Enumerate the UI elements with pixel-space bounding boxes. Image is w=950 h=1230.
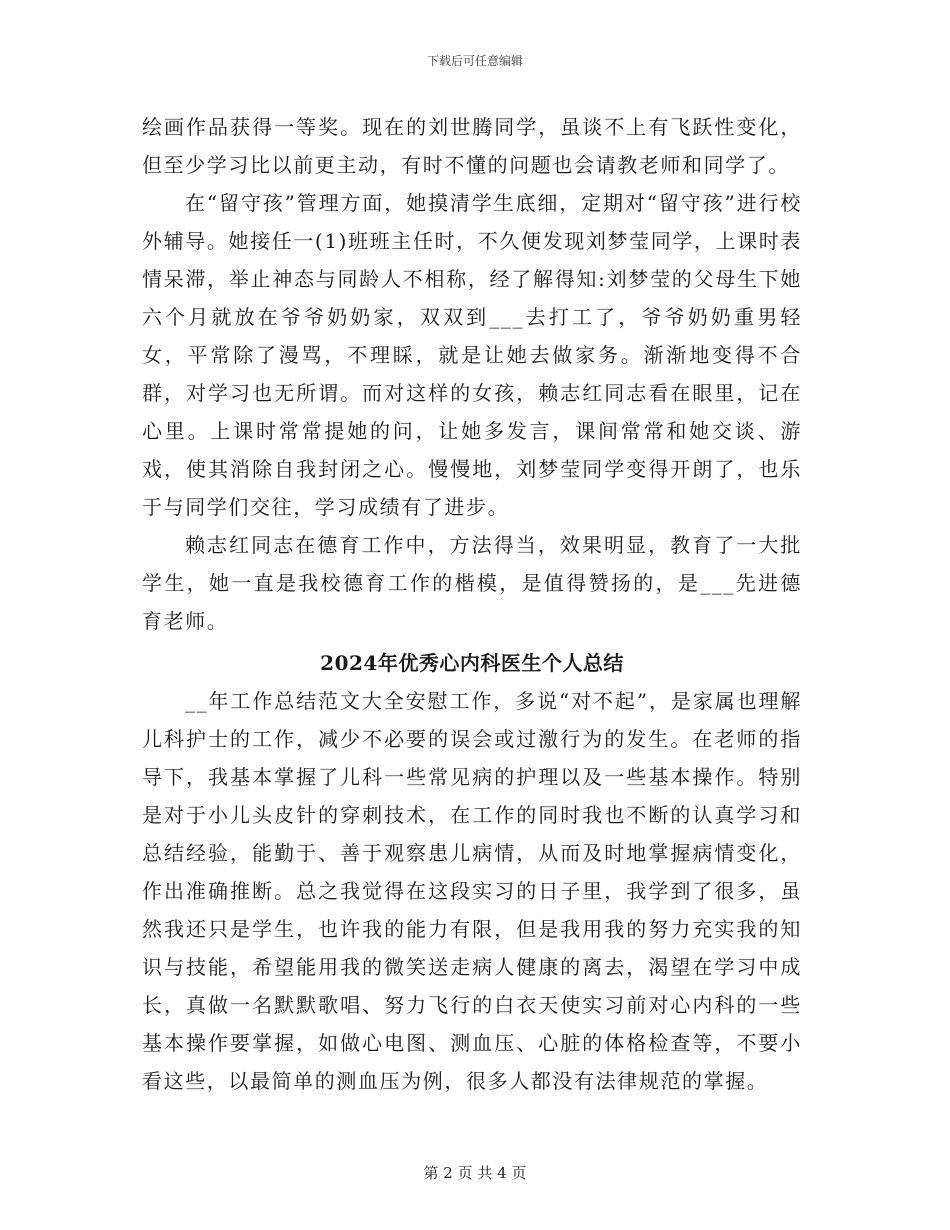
- paragraph-continuation: 绘画作品获得一等奖。现在的刘世腾同学，虽谈不上有飞跃性变化，但至少学习比以前更主动，有时不懂的问题也会请教老师和同学了。: [142, 115, 802, 177]
- paragraph-left-behind-children: 在“留守孩”管理方面，她摸清学生底细，定期对“留守孩”进行校外辅导。她接任一(1)班班主任时，不久便发现刘梦莹同学，上课时表情呆滞，举止神态与同龄人不相称，经了解得知:刘梦莹的父母生下她六个月就放在爷爷奶奶家，双双到___去打工了，爷爷奶奶重男轻女，平常除了漫骂，不理睬，就是让她去做家务。渐渐地变得不合群，对学习也无所谓。而对这样的女孩，赖志红同志看在眼里，记在心里。上课时常常提她的问，让她多发言，课间常常和她交谈、游戏，使其消除自我封闭之心。慢慢地，刘梦莹同学变得开朗了，也乐于与同学们交往，学习成绩有了进步。: [142, 191, 802, 519]
- page-footer: 第 2 页 共 4 页: [423, 1164, 527, 1182]
- section-title: 2024年优秀心内科医生个人总结: [320, 651, 624, 675]
- document-body: [142, 108, 802, 1100]
- paragraph-conclusion: 赖志红同志在德育工作中，方法得当，效果明显，教育了一大批学生，她一直是我校德育工作的楷模，是值得赞扬的，是___先进德育老师。: [142, 533, 802, 633]
- page-header: 下载后可任意编辑: [426, 54, 523, 68]
- paragraph-summary: __年工作总结范文大全安慰工作，多说“对不起”，是家属也理解儿科护士的工作，减少不必要的误会或过激行为的发生。在老师的指导下，我基本掌握了儿科一些常见病的护理以及一些基本操作。特别是对于小儿头皮针的穿刺技术，在工作的同时我也不断的认真学习和总结经验，能勤于、善于观察患儿病情，从而及时地掌握病情变化，作出准确推断。总之我觉得在这段实习的日子里，我学到了很多，虽然我还只是学生，也许我的能力有限，但是我用我的努力充实我的知识与技能，希望能用我的微笑送走病人健康的离去，渴望在学习中成长，真做一名默默歌唱、努力飞行的白衣天使实习前对心内科的一些基本操作要掌握，如做心电图、测血压、心脏的体格检查等，不要小看这些，以最简单的测血压为例，很多人都没有法律规范的掌握。: [142, 689, 802, 1093]
